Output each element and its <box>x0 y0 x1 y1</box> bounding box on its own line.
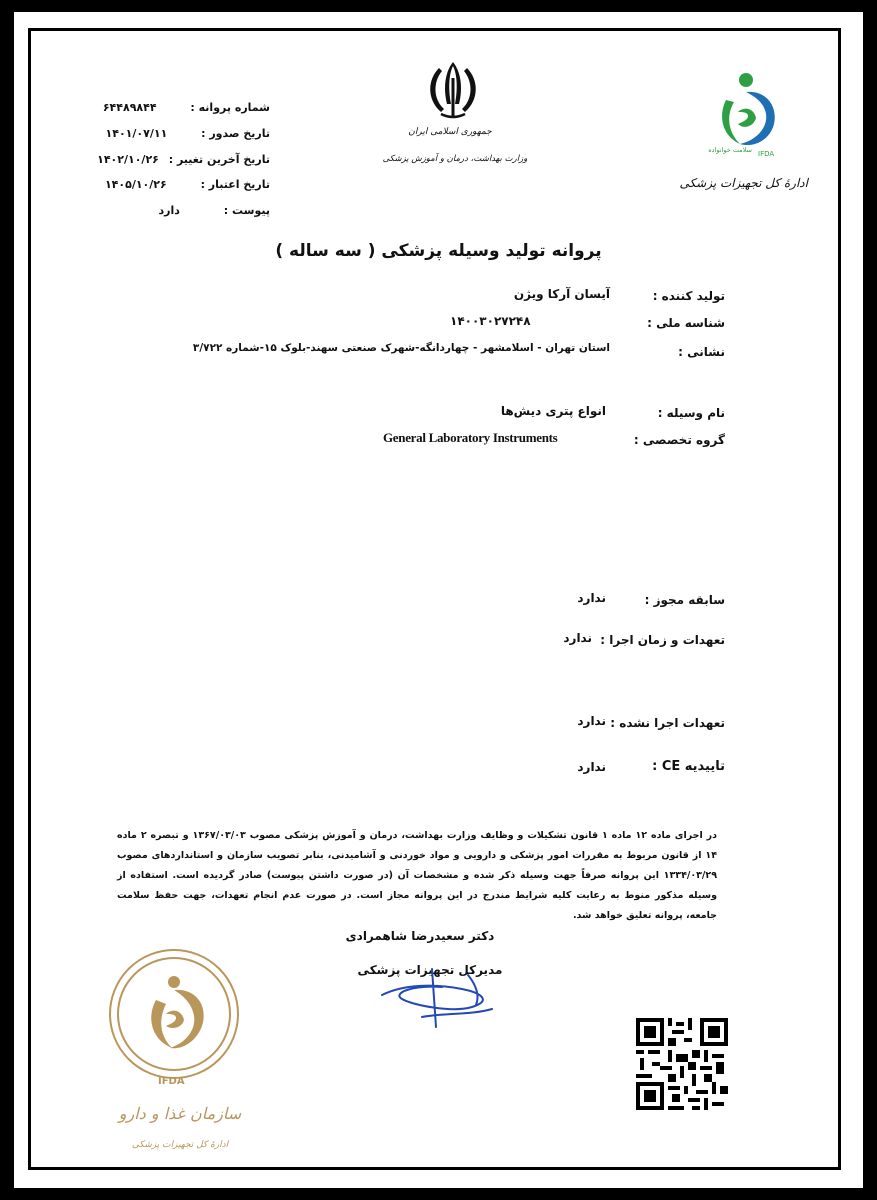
specialty-group-label: گروه تخصصی : <box>633 433 725 447</box>
license-number-row <box>100 101 270 114</box>
attachment-value: دارد <box>158 204 180 217</box>
signatory-name: دکتر سعیدرضا شاهمرادی <box>345 929 495 943</box>
last-change-date-value: ۱۴۰۲/۱۰/۲۶ <box>97 153 159 166</box>
issue-date-row <box>100 127 270 140</box>
license-number-value: ۶۴۴۸۹۸۴۴ <box>102 101 157 114</box>
last-change-date-row <box>98 153 270 166</box>
issue-date-label: تاریخ صدور : <box>201 127 270 140</box>
ce-approval-label: تاییدیه CE : <box>652 759 725 774</box>
ifda-sub: سلامت خوانواده <box>708 146 752 154</box>
seal-abbr: IFDA <box>158 1076 185 1087</box>
emblem-line1: جمهوری اسلامی ایران <box>408 127 492 137</box>
page-title: پروانه تولید وسیله پزشکی ( سه ساله ) <box>275 241 602 261</box>
issue-date-value: ۱۴۰۱/۰۷/۱۱ <box>105 127 168 140</box>
attachment-row <box>140 204 270 217</box>
national-id-label: شناسه ملی : <box>647 316 725 330</box>
license-history-value: ندارد <box>577 591 606 605</box>
address-label: نشانی : <box>678 345 725 359</box>
signatory-position: مدیرکل تجهیزات پزشکی <box>357 963 503 977</box>
seal-org: سازمان غذا و دارو <box>118 1104 242 1123</box>
signature-mark <box>372 955 512 1035</box>
producer-label: تولید کننده : <box>652 289 725 303</box>
emblem-line2: وزارت بهداشت، درمان و آموزش پزشکی <box>382 154 528 164</box>
license-number-label: شماره پروانه : <box>190 101 270 114</box>
ifda-abbr: IFDA <box>758 150 775 158</box>
attachment-label: پیوست : <box>223 204 270 217</box>
emblem-icon <box>415 58 491 120</box>
specialty-group-value: General Laboratory Instruments <box>383 430 558 445</box>
legal-paragraph: در اجرای ماده ۱۲ ماده ۱ قانون تشکیلات و وظایف وزارت بهداشت، درمان و آموزش پزشکی مصوب ۱۳۶۷/۰۳/۰۳ و تبصره ۲ ماده ۱۴ از قانون مربوط به مقررات امور پزشکی و دارویی و مواد خوردنی و آشامیدنی، بنابر تصویب سازمان و استانداردهای مصوب ۱۳۳۴/۰۳/۲۹ این پروانه صرفاً جهت وسیله ذکر شده و مشخصات آن (در صورت داشتن پیوست) صادر گردیده است. استفاده از وسیله مذکور منوط به رعایت کلیه شرایط مندرج در این پروانه مجاز است. در صورت عدم انجام تعهدات، جهت حفظ سلامت جامعه، پروانه تعلیق خواهد شد. <box>117 830 717 921</box>
expiry-date-label: تاریخ اعتبار : <box>200 178 270 191</box>
executed-commitments-value: ندارد <box>577 714 606 728</box>
last-change-date-label: تاریخ آخرین تغییر : <box>168 153 270 166</box>
seal-icon <box>104 944 244 1084</box>
ce-approval-value: ندارد <box>577 760 606 774</box>
license-history-label: سابقه مجوز : <box>644 593 725 607</box>
device-name-label: نام وسیله : <box>657 406 725 420</box>
ifda-name: ادارهٔ کل تجهیزات پزشکی <box>679 176 808 190</box>
qr-code <box>636 1018 728 1110</box>
device-name-value: انواع پتری دیش‌ها <box>500 404 606 418</box>
signature-icon <box>372 955 512 1035</box>
executed-commitments-label: تعهدات اجرا نشده : <box>610 716 725 730</box>
producer-value: آیسان آرکا ویژن <box>513 287 610 301</box>
commitments-value: ندارد <box>563 631 592 645</box>
address-value: استان تهران - اسلامشهر - چهاردانگه-شهرک صنعتی سهند-بلوک ۱۵-شماره ۳/۷۲۲ <box>192 342 610 354</box>
expiry-date-value: ۱۴۰۵/۱۰/۲۶ <box>104 178 167 191</box>
commitments-label: تعهدات و زمان اجرا : <box>600 633 725 647</box>
seal-dept: ادارهٔ کل تجهیزات پزشکی <box>131 1140 229 1150</box>
national-id-value: ۱۴۰۰۳۰۲۷۲۴۸ <box>450 314 531 328</box>
iran-emblem <box>415 58 491 120</box>
ifda-seal <box>104 944 244 1084</box>
expiry-date-row <box>98 178 270 191</box>
qr-code-icon <box>636 1018 728 1110</box>
